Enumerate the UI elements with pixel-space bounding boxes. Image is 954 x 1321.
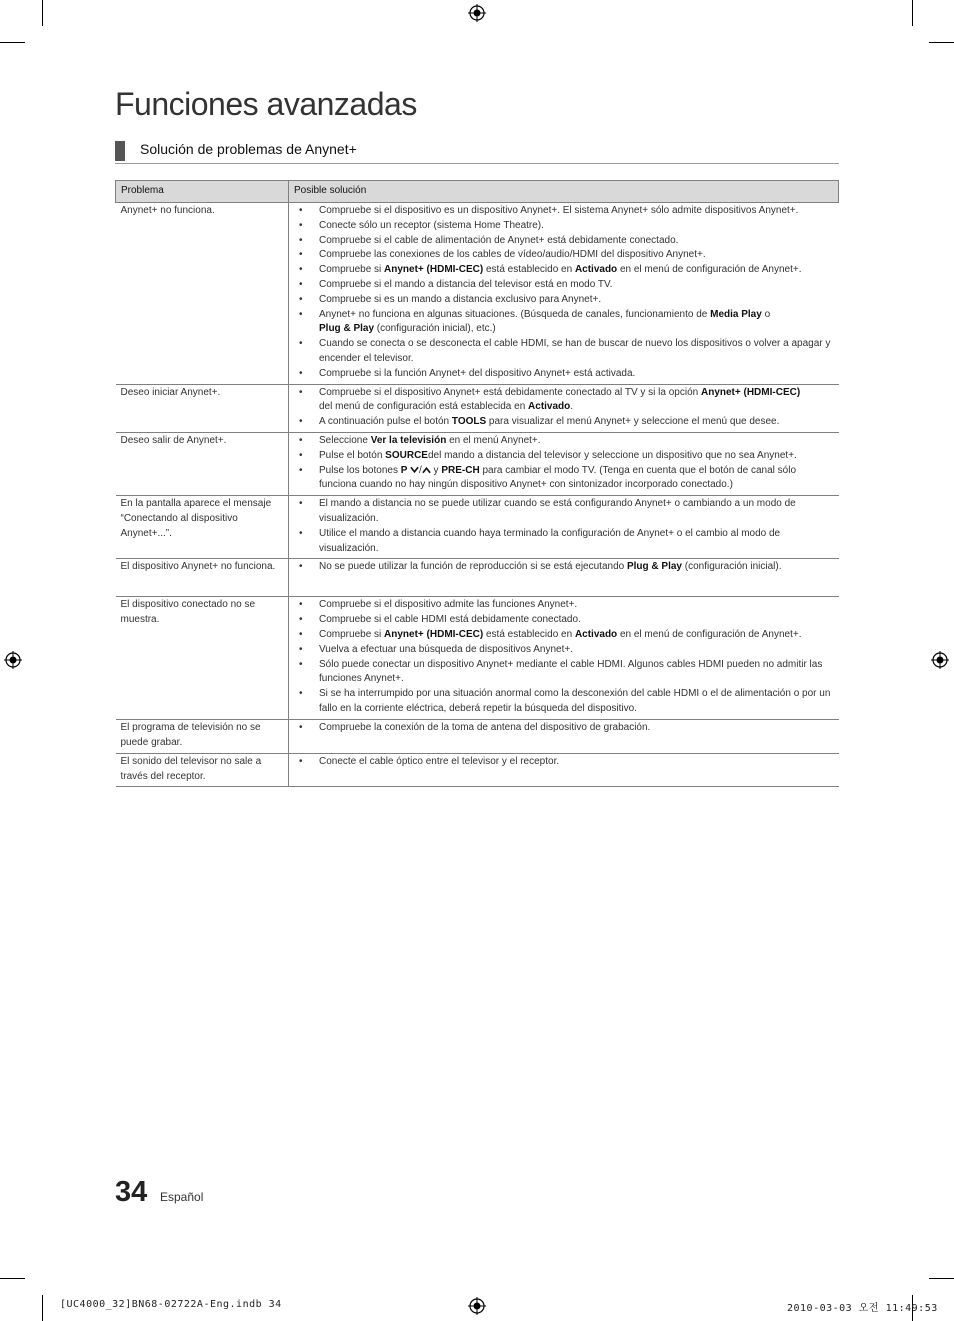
solution-list [299,755,833,770]
solution-item: • Cuando se conecta o se desconecta el cable HDMI, se han de buscar de nuevo los dispositivos o volver a apagar y encender el televisor. [299,337,833,367]
table-row [116,559,839,597]
solution-item: • Pulse los botones P / y PRE-CH para cambiar el modo TV. (Tenga en cuenta que el botón de canal sólo funciona cuando no hay ningún dispositivo Anynet+ con sintonizador incorporado conectado.) [299,464,833,494]
solution-cell [289,496,839,559]
table-row [116,597,839,719]
page-language: Español [160,1190,204,1204]
solution-list [299,434,833,493]
crop-mark [42,0,43,26]
solution-item: • Compruebe la conexión de la toma de antena del dispositivo de grabación. [299,721,833,736]
solution-item: • Compruebe si es un mando a distancia exclusivo para Anynet+. [299,293,833,308]
chevron-down-icon [410,466,419,474]
problem-cell: El sonido del televisor no sale a través del receptor. [116,753,289,787]
solution-item: • Conecte el cable óptico entre el televisor y el receptor. [299,755,833,770]
crop-mark [42,1295,43,1321]
solution-item: • Compruebe si el cable de alimentación de Anynet+ está debidamente conectado. [299,234,833,249]
solution-cell [289,559,839,597]
solution-list [299,598,833,716]
solution-cell [289,719,839,753]
solution-item: • Conecte sólo un receptor (sistema Home Theatre). [299,219,833,234]
table-header-row [116,181,839,203]
table-row [116,384,839,432]
solution-item: • Seleccione Ver la televisión en el menú Anynet+. [299,434,833,449]
troubleshooting-table [115,180,839,787]
solution-item: • Pulse el botón SOURCEdel mando a distancia del televisor y seleccione un dispositivo que no sea Anynet+. [299,449,833,464]
problem-cell: El programa de televisión no se puede grabar. [116,719,289,753]
registration-mark-icon [931,651,949,669]
solution-item: • Compruebe las conexiones de los cables de vídeo/audio/HDMI del dispositivo Anynet+. [299,248,833,263]
solution-item: • Si se ha interrumpido por una situación anormal como la desconexión del cable HDMI o el de alimentación o por un fallo en la corriente eléctrica, deberá repetir la búsqueda del dispositivo. [299,687,833,717]
crop-mark [929,42,954,43]
problem-cell: Deseo salir de Anynet+. [116,432,289,495]
solution-item: • Anynet+ no funciona en algunas situaciones. (Búsqueda de canales, funcionamiento de Media Play o Plug & Play (configuración inicial), etc.) [299,308,833,338]
table-row [116,203,839,385]
crop-mark [929,1278,954,1279]
solution-item: • Vuelva a efectuar una búsqueda de dispositivos Anynet+. [299,643,833,658]
solution-cell [289,432,839,495]
solution-item: • Compruebe si Anynet+ (HDMI-CEC) está establecido en Activado en el menú de configuración de Anynet+. [299,263,833,278]
solution-list [299,721,833,736]
solution-item: • Compruebe si el dispositivo admite las funciones Anynet+. [299,598,833,613]
crop-mark [0,1278,25,1279]
print-slug-datetime: 2010-03-03 오전 11:49:53 [787,1303,938,1314]
solution-item: • Compruebe si el dispositivo es un dispositivo Anynet+. El sistema Anynet+ sólo admite dispositivos Anynet+. [299,204,833,219]
page-number: 34 [115,1176,148,1208]
section-header [115,139,839,164]
solution-list [299,497,833,556]
solution-item: • Compruebe si Anynet+ (HDMI-CEC) está establecido en Activado en el menú de configuración de Anynet+. [299,628,833,643]
solution-item: • Compruebe si el mando a distancia del televisor está en modo TV. [299,278,833,293]
solution-list [299,386,833,430]
problem-cell: El dispositivo conectado no se muestra. [116,597,289,719]
solution-cell [289,597,839,719]
table-body [116,203,839,787]
section-title: Solución de problemas de Anynet+ [140,141,357,157]
solution-item: • Sólo puede conectar un dispositivo Anynet+ mediante el cable HDMI. Algunos cables HDMI pueden no admitir las funciones Anynet+. [299,658,833,688]
section-marker [115,141,125,161]
solution-item: • Compruebe si la función Anynet+ del dispositivo Anynet+ está activada. [299,367,833,382]
solution-item: • No se puede utilizar la función de reproducción si se está ejecutando Plug & Play (configuración inicial). [299,560,833,575]
problem-cell: Anynet+ no funciona. [116,203,289,385]
solution-item: • El mando a distancia no se puede utilizar cuando se está configurando Anynet+ o cambiando a un modo de visualización. [299,497,833,527]
column-header-problem: Problema [116,181,289,203]
solution-cell [289,384,839,432]
solution-list [299,204,833,382]
table-row [116,719,839,753]
registration-mark-icon [468,4,486,22]
solution-cell [289,753,839,787]
column-header-solution: Posible solución [289,181,839,203]
crop-mark [0,42,25,43]
solution-cell [289,203,839,385]
table-row [116,496,839,559]
table-row [116,432,839,495]
registration-mark-icon [468,1297,486,1315]
solution-list [299,560,833,575]
crop-mark [912,0,913,26]
solution-item: • Compruebe si el cable HDMI está debidamente conectado. [299,613,833,628]
problem-cell: En la pantalla aparece el mensaje “Conectando al dispositivo Anynet+...”. [116,496,289,559]
chevron-up-icon [422,466,431,474]
solution-item: • Utilice el mando a distancia cuando haya terminado la configuración de Anynet+ o el cambio al modo de visualización. [299,527,833,557]
page-title: Funciones avanzadas [115,86,417,122]
problem-cell: El dispositivo Anynet+ no funciona. [116,559,289,597]
table-row [116,753,839,787]
print-slug-file: [UC4000_32]BN68-02722A-Eng.indb 34 [60,1299,282,1310]
solution-item: • A continuación pulse el botón TOOLS para visualizar el menú Anynet+ y seleccione el menú que desee. [299,415,833,430]
solution-item: • Compruebe si el dispositivo Anynet+ está debidamente conectado al TV y si la opción Anynet+ (HDMI-CEC) del menú de configuración está establecida en Activado. [299,386,833,416]
problem-cell: Deseo iniciar Anynet+. [116,384,289,432]
registration-mark-icon [4,651,22,669]
